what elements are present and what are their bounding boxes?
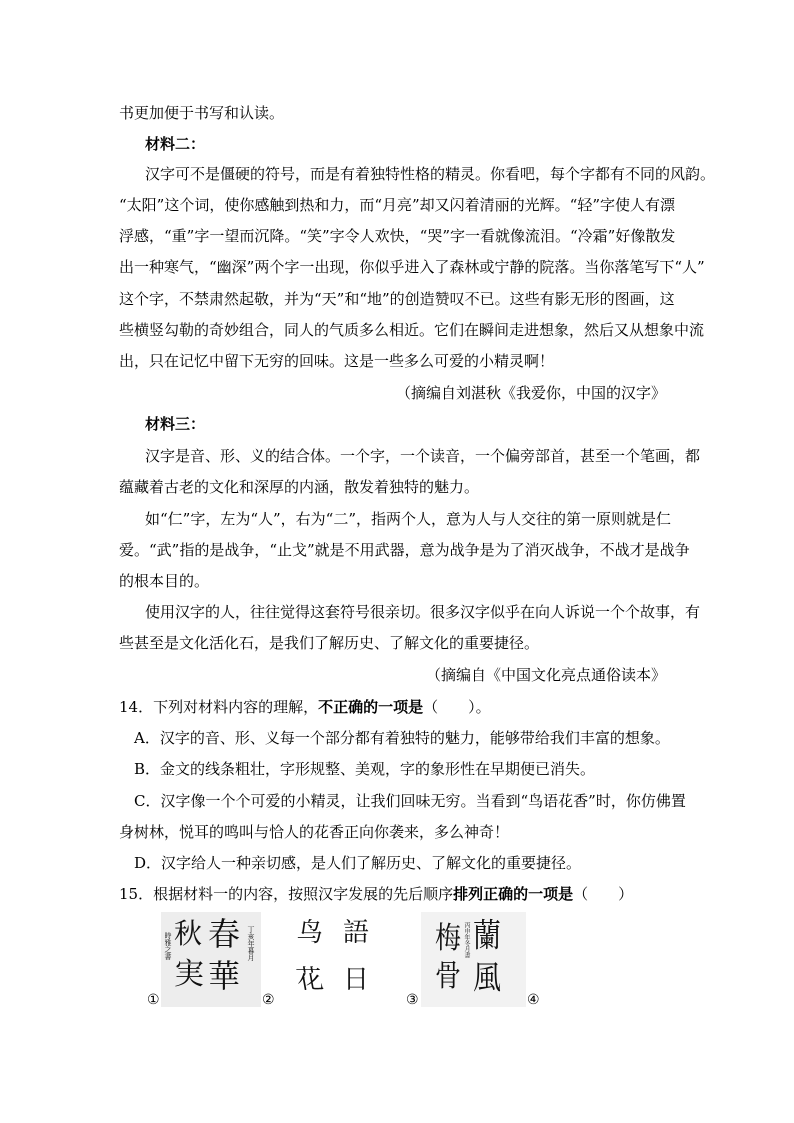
material3-source: （摘编自《中国文化亮点通俗读本》	[425, 666, 666, 684]
calligraphy-image-seal-script: 蘭 風 梅 骨 丙申年冬月書	[421, 912, 526, 1007]
marker-1: ①	[147, 992, 160, 1008]
question-15-stem: 15．根据材料一的内容，按照汉字发展的先后顺序排列正确的一项是（ ）	[119, 885, 634, 903]
material3-line: 汉字是音、形、义的结合体。一个字，一个读音，一个偏旁部首，甚至一个笔画，都	[145, 447, 701, 465]
material1-tail: 书更加便于书写和认读。	[119, 104, 285, 122]
material3-heading: 材料三：	[145, 415, 206, 433]
marker-2: ②	[262, 992, 275, 1008]
q14-option-a: A．汉字的音、形、义每一个部分都有着独特的魅力，能够带给我们丰富的想象。	[134, 729, 670, 747]
calligraphy-image-regular-script: 春 華 秋 実 丁亥年暮月 時雅之書	[161, 912, 261, 1007]
marker-4: ④	[527, 992, 540, 1008]
q14-option-c-cont: 身树林，悦耳的鸣叫与恰人的花香正向你袭来，多么神奇！	[119, 823, 510, 841]
material3-line: 使用汉字的人，往往觉得这套符号很亲切。很多汉字似乎在向人诉说一个个故事，有	[145, 603, 701, 621]
material2-line: 浮感，“重”字一望而沉降。“笑”字令人欢快，“哭”字一看就像流泪。“冷霜”好像散发	[119, 227, 676, 245]
material2-line: 这个字，不禁肃然起敬，并为“天”和“地”的创造赞叹不已。这些有影无形的图画，这	[119, 290, 675, 308]
material2-line: 出一种寒气，“幽深”两个字一出现，你似乎进入了森林或宁静的院落。当你落笔写下“人”	[119, 258, 705, 276]
q14-option-d: D．汉字给人一种亲切感，是人们了解历史、了解文化的重要捷径。	[134, 854, 582, 872]
material3-line: 的根本目的。	[119, 572, 210, 590]
material2-line: “太阳”这个词，使你感触到热和力，而“月亮”却又闪着清丽的光辉。“轻”字使人有漂	[119, 196, 676, 214]
material2-source: （摘编自刘湛秋《我爱你，中国的汉字》	[395, 384, 666, 402]
material2-line: 汉字可不是僵硬的符号，而是有着独特性格的精灵。你看吧，每个字都有不同的风韵。	[145, 165, 716, 183]
calligraphy-image-bronze-script: 鸟 語 花 日	[277, 912, 381, 1007]
material3-line: 如“仁”字，左为“人”，右为“二”，指两个人，意为人与人交往的第一原则就是仁	[145, 510, 672, 528]
question-14-stem: 14．下列对材料内容的理解，不正确的一项是（ ）。	[119, 698, 491, 716]
material3-line: 蕴藏着古老的文化和深厚的内涵，散发着独特的魅力。	[119, 478, 480, 496]
marker-3: ③	[406, 992, 419, 1008]
material2-line: 些横竖勾勒的奇妙组合，同人的气质多么相近。它们在瞬间走进想象，然后又从想象中流	[119, 321, 705, 339]
material3-line: 爱。“武”指的是战争，“止戈”就是不用武器，意为战争是为了消灭战争，不战才是战争	[119, 541, 690, 559]
q14-option-c: C．汉字像一个个可爱的小精灵，让我们回味无穷。当看到“鸟语花香”时，你仿佛置	[134, 792, 686, 810]
material2-line: 出，只在记忆中留下无穷的回味。这是一些多么可爱的小精灵啊！	[119, 352, 555, 370]
material3-line: 些甚至是文化活化石，是我们了解历史、了解文化的重要捷径。	[119, 634, 540, 652]
material2-heading: 材料二：	[145, 135, 206, 153]
q14-option-b: B．金文的线条粗壮，字形规整、美观，字的象形性在早期便已消失。	[134, 760, 596, 778]
